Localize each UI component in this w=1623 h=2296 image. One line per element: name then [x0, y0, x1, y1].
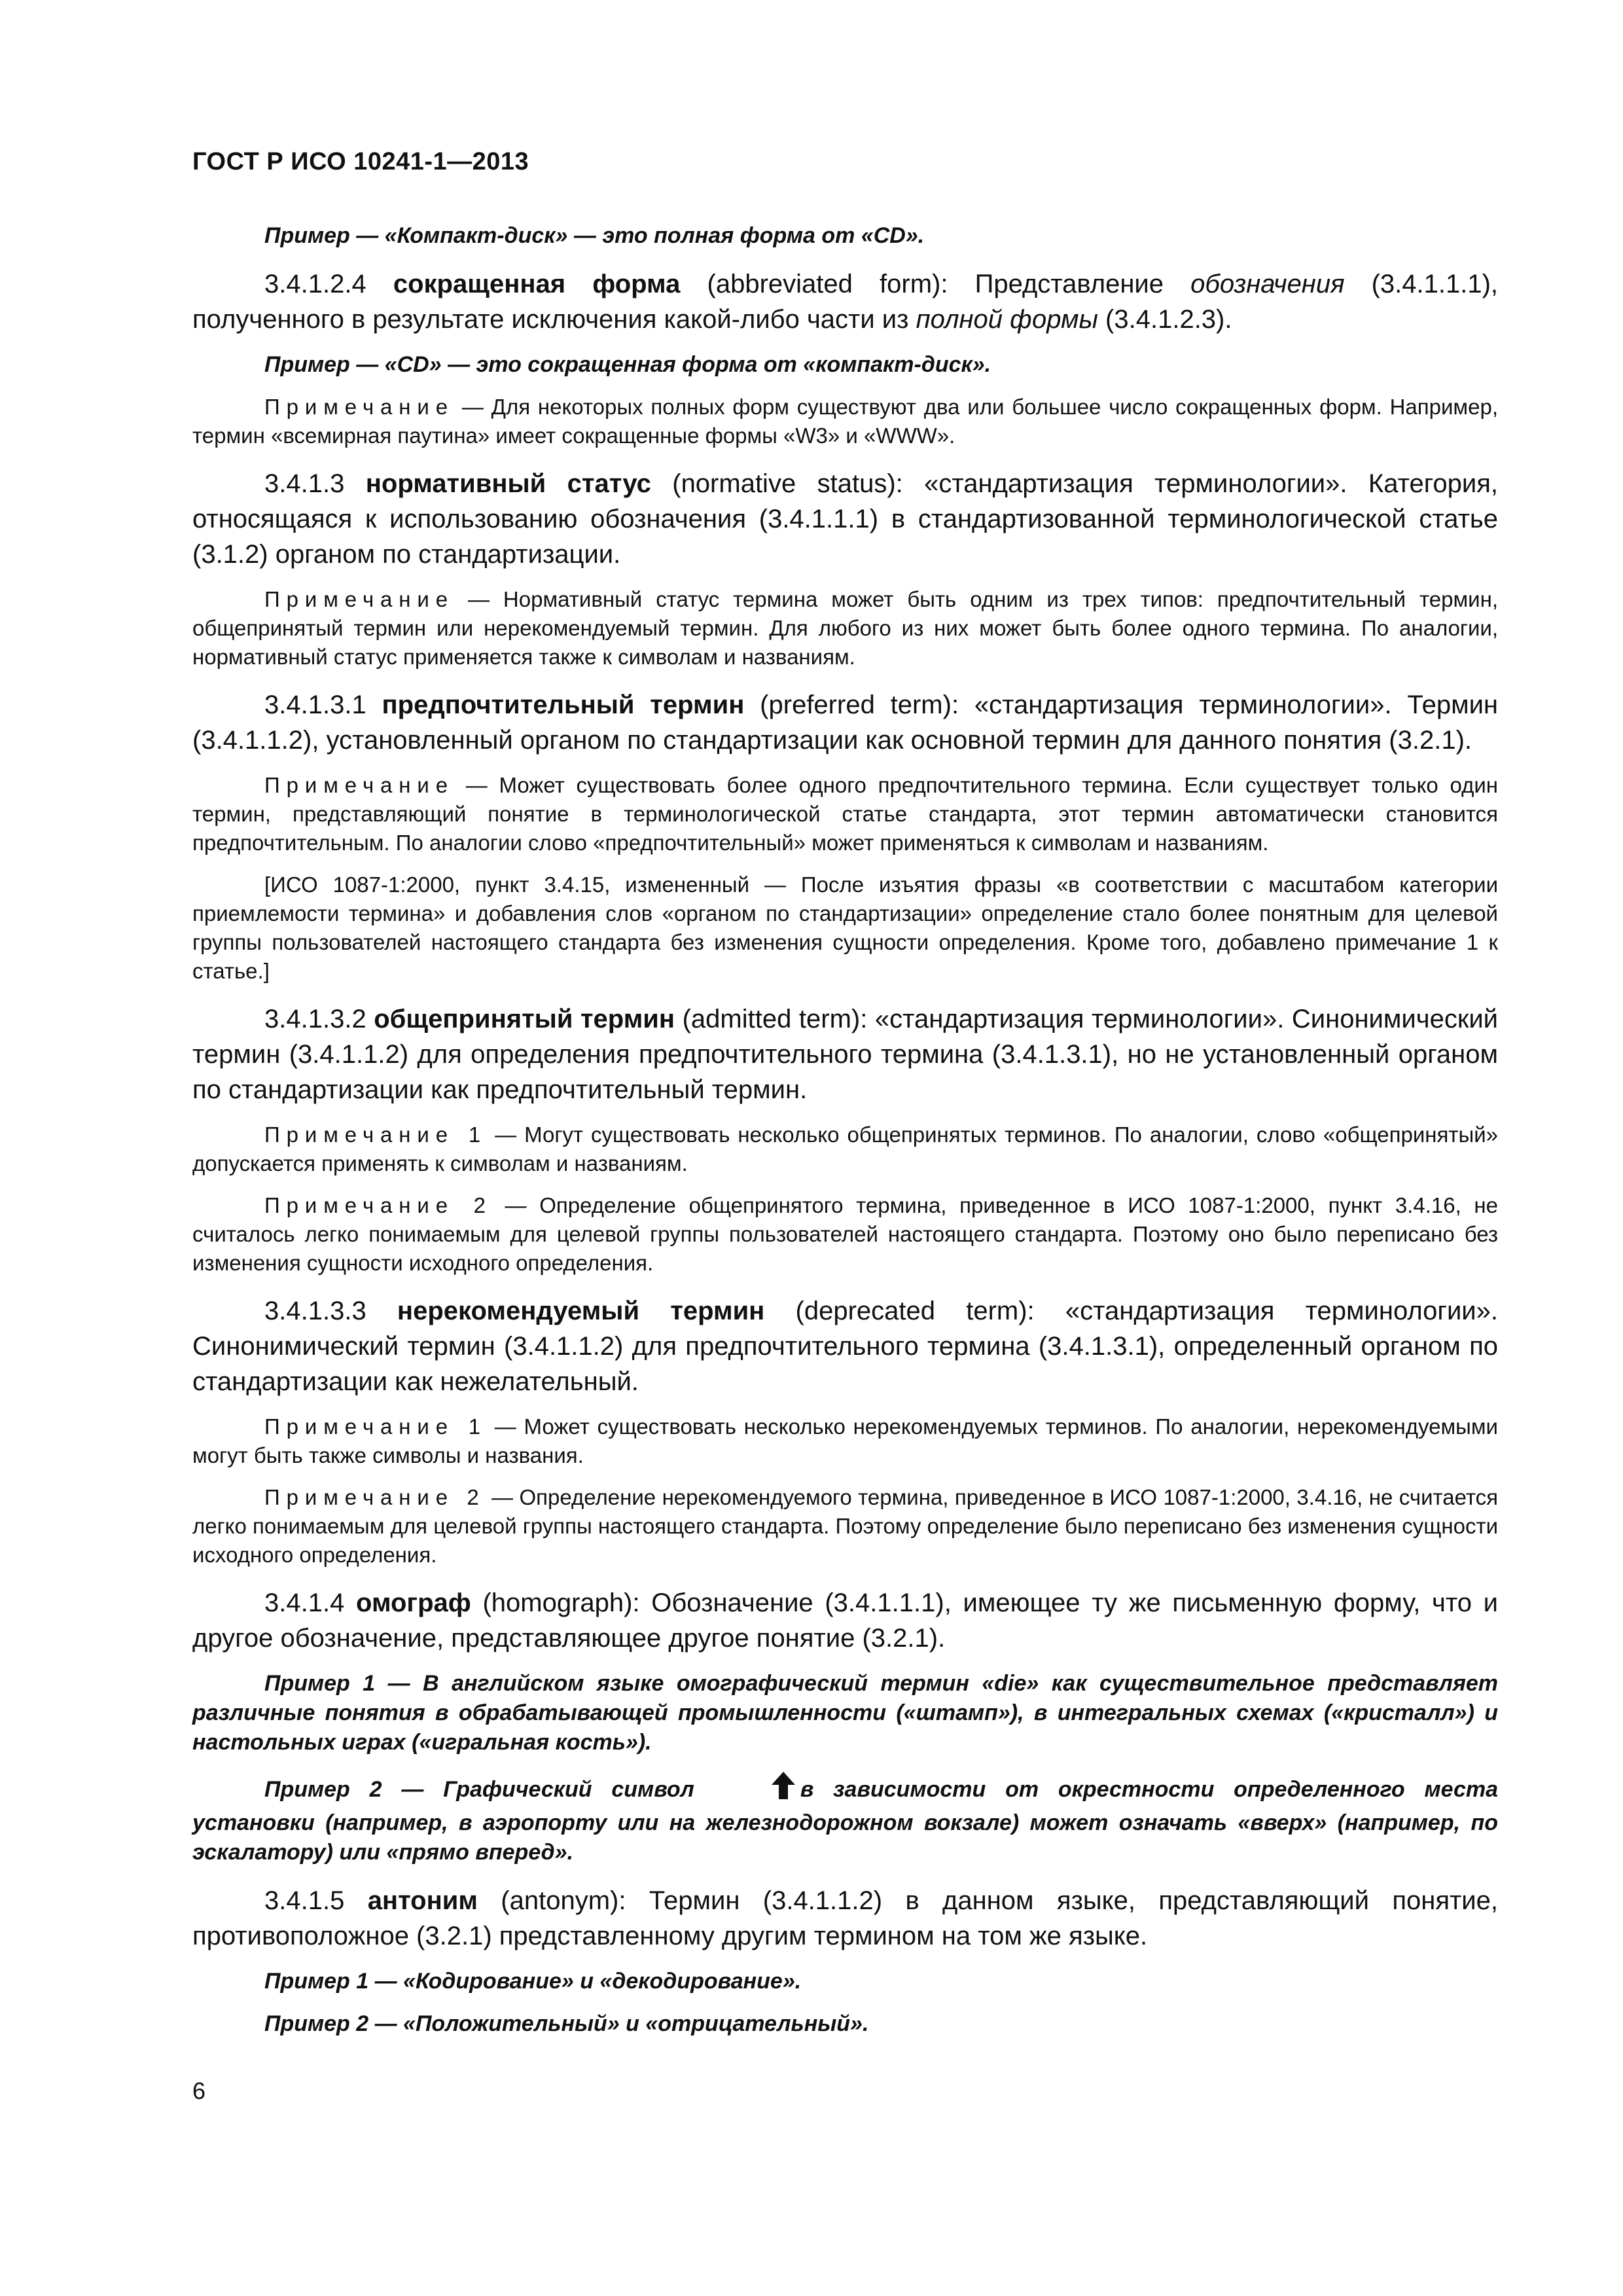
- text-run: (preferred term): «стандартизация терминологии». Термин (3.4.1.1.2), установленный органом по стандартизации как основной термин для данного понятия (3.2.1).: [192, 691, 1499, 755]
- note-normative-status: [192, 585, 1498, 672]
- text-run: нерекомендуемый термин: [397, 1297, 765, 1325]
- text-run: 3.4.1.3: [264, 469, 366, 498]
- note-preferred-term: [192, 771, 1498, 857]
- text-run: 3.4.1.5: [264, 1886, 368, 1915]
- term-3-4-1-5: [192, 1883, 1498, 1954]
- text-run: — Для некоторых полных форм существуют два или большее число сокращенных форм. Например, термин «всемирная паутина» имеет сокращенные формы «W3» и «WWW».: [192, 395, 1498, 448]
- text-run: в зависимости от окрестности определенного места установки (например, в аэропорту или на железнодорожном вокзале) может означать «вверх» (например, по эскалатору) или «прямо вперед».: [192, 1777, 1498, 1865]
- example-homograph-die: [192, 1669, 1498, 1757]
- example-homograph-arrow: [192, 1770, 1498, 1867]
- text-run: (deprecated term): «стандартизация терминологии». Синонимический термин (3.4.1.1.2) для предпочтительного термина (3.4.1.3.1), определенный органом по стандартизации как нежелательный.: [192, 1297, 1498, 1396]
- text-run: Пример — «CD» — это сокращенная форма от «компакт-диск».: [264, 352, 991, 377]
- page-body: [192, 221, 1498, 2039]
- text-run: Пример — «Компакт-диск» — это полная форма от «CD».: [264, 223, 925, 248]
- text-run: (normative status): «стандартизация терминологии». Категория, относящаяся к использованию обозначения (3.4.1.1.1) в стандартизованной терминологической статье (3.1.2) органом по стандартизации.: [192, 469, 1499, 569]
- text-run: [ИСО 1087-1:2000, пункт 3.4.15, измененный — После изъятия фразы «в соответствии с масштабом категории приемлемости термина» и добавления слов «органом по стандартизации» определение стало более понятным для целевой группы пользователей настоящего стандарта без изменения сущности определения. Кроме того, добавлено примечание 1 к статье.]: [192, 872, 1498, 983]
- text-run: — Может существовать несколько нерекомендуемых терминов. По аналогии, нерекомендуемыми могут быть также символы и названия.: [192, 1414, 1498, 1467]
- text-run: Примечание: [264, 395, 455, 419]
- term-3-4-1-4: [192, 1585, 1498, 1656]
- text-run: 3.4.1.3.2: [264, 1005, 374, 1033]
- text-run: (homograph): Обозначение (3.4.1.1.1), имеющее ту же письменную форму, что и другое обозначение, представляющее другое понятие (3.2.1).: [192, 1588, 1499, 1653]
- text-run: Пример 1 — В английском языке омографический термин «die» как существительное представляет различные понятия в обрабатывающей промышленности («штамп»), в интегральных схемах («кристалл») и настольных играх («игральная кость»).: [192, 1671, 1498, 1755]
- example-cd: [192, 350, 1498, 380]
- text-run: омограф: [356, 1588, 471, 1617]
- text-run: (admitted term): «стандартизация терминологии». Синонимический термин (3.4.1.1.2) для определения предпочтительного термина (3.4.1.3.1), но не установленный органом по стандартизации как предпочтительный термин.: [192, 1005, 1499, 1104]
- text-run: — Определение нерекомендуемого термина, приведенное в ИСО 1087-1:2000, 3.4.16, не считается легко понимаемым для целевой группы настоящего стандарта. Поэтому определение было переписано без изменения сущности исходного определения.: [192, 1485, 1498, 1567]
- term-3-4-1-3: [192, 466, 1498, 572]
- text-run: (abbreviated form): Представление: [680, 270, 1191, 298]
- note-admitted-term-2: [192, 1191, 1498, 1278]
- page-number: 6: [192, 2077, 206, 2104]
- text-run: 3.4.1.3.3: [264, 1297, 397, 1325]
- note-admitted-term-1: [192, 1121, 1498, 1178]
- text-run: полной формы: [916, 305, 1098, 334]
- text-run: обозначения: [1190, 270, 1345, 298]
- text-run: Примечание 2: [264, 1485, 486, 1509]
- text-run: Примечание 2: [264, 1193, 492, 1217]
- page-header-standard-code: ГОСТ Р ИСО 10241-1—2013: [192, 148, 529, 175]
- term-3-4-1-3-3: [192, 1293, 1498, 1399]
- text-run: — Могут существовать несколько общепринятых терминов. По аналогии, слово «общепринятый» допускается применять к символам и названиям.: [192, 1122, 1498, 1175]
- note-iso-1087-modified: [192, 870, 1498, 986]
- text-run: антоним: [367, 1886, 478, 1915]
- note-deprecated-term-1: [192, 1412, 1498, 1470]
- text-run: — Определение общепринятого термина, приведенное в ИСО 1087-1:2000, пункт 3.4.16, не считалось легко понимаемым для целевой группы пользователей настоящего стандарта. Поэтому оно было переписано без изменения сущности исходного определения.: [192, 1193, 1498, 1275]
- text-run: 3.4.1.2.4: [264, 270, 393, 298]
- text-run: Примечание: [264, 587, 455, 611]
- term-3-4-1-3-2: [192, 1001, 1498, 1107]
- text-run: (3.4.1.2.3).: [1097, 305, 1232, 334]
- text-run: Примечание 1: [264, 1122, 488, 1147]
- example-antonym-coding: [192, 1967, 1498, 1996]
- text-run: 3.4.1.3.1: [264, 691, 382, 719]
- text-run: предпочтительный термин: [382, 691, 745, 719]
- text-run: 3.4.1.4: [264, 1588, 357, 1617]
- text-run: Пример 2 — «Положительный» и «отрицательный».: [264, 2011, 869, 2036]
- example-antonym-positive: [192, 2009, 1498, 2039]
- term-3-4-1-3-1: [192, 687, 1498, 758]
- text-run: Пример 1 — «Кодирование» и «декодирование».: [264, 1969, 802, 1994]
- text-run: общепринятый термин: [374, 1005, 675, 1033]
- text-run: (3.4.1.1.1), полученного в результате исключения какой-либо части из: [192, 270, 1499, 334]
- text-run: Примечание: [264, 773, 455, 797]
- term-3-4-1-2-4: [192, 266, 1498, 337]
- text-run: — Нормативный статус термина может быть одним из трех типов: предпочтительный термин, общепринятый термин или нерекомендуемый термин. Для любого из них может быть более одного термина. По аналогии, нормативный статус применяется также к символам и названиям.: [192, 587, 1498, 669]
- text-run: нормативный статус: [365, 469, 651, 498]
- text-run: сокращенная форма: [393, 270, 681, 298]
- text-run: Пример 2 — Графический символ: [264, 1777, 694, 1802]
- text-run: — Может существовать более одного предпочтительного термина. Если существует только один термин, представляющий понятие в терминологической статье стандарта, этот термин автоматически становится предпочтительным. По аналогии слово «предпочтительный» может применяться к символам и названиям.: [192, 773, 1498, 855]
- example-compact-disc: [192, 221, 1498, 251]
- text-run: Примечание 1: [264, 1414, 487, 1439]
- text-run: (antonym): Термин (3.4.1.1.2) в данном языке, представляющий понятие, противоположное (3.2.1) представленному другим термином на том же языке.: [192, 1886, 1499, 1950]
- note-abbreviated-forms: [192, 393, 1498, 450]
- note-deprecated-term-2: [192, 1483, 1498, 1570]
- up-arrow-icon: [698, 1770, 796, 1808]
